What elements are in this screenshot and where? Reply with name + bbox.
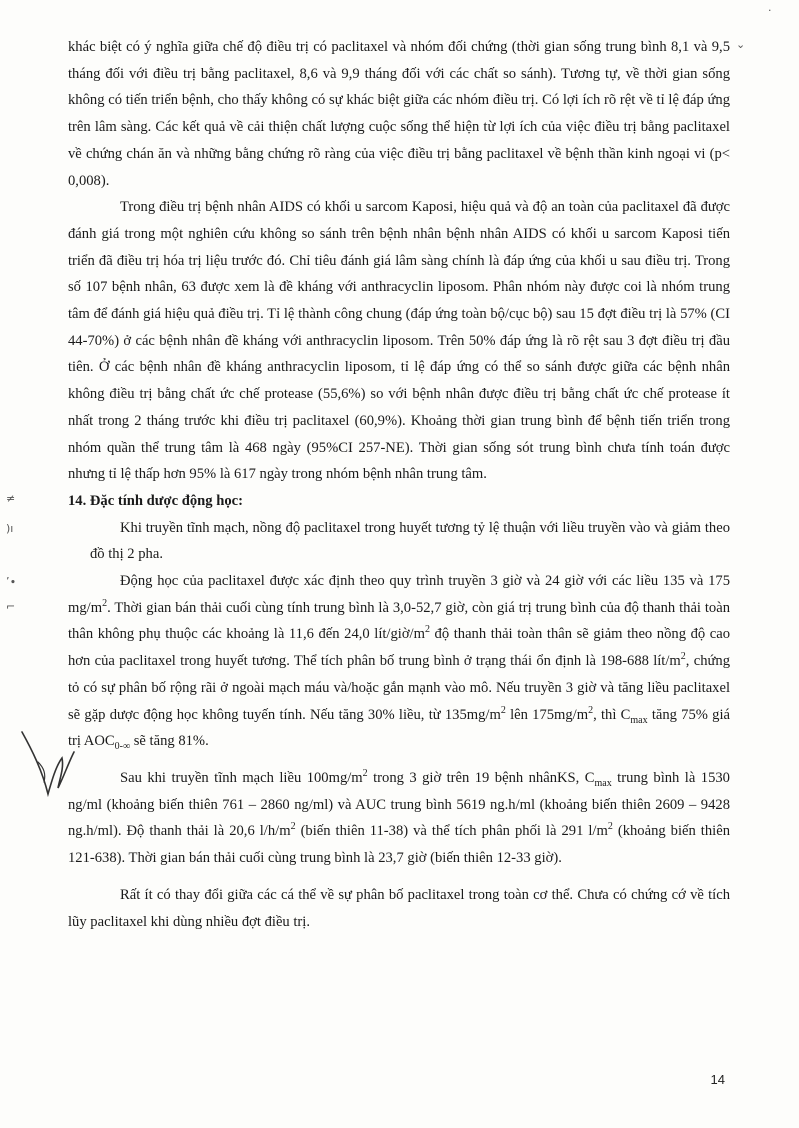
- paragraph-kaposi-sarcoma: Trong điều trị bệnh nhân AIDS có khối u sarcom Kaposi, hiệu quả và độ an toàn của paclitaxel đã được đánh giá trong một nghiên cứu không so sánh trên bệnh nhân bệnh nhân AIDS có khối u sarcom Kaposi tiến triển đã điều trị hóa trị liệu trước đó. Chỉ tiêu đánh giá lâm sàng chính là đáp ứng của khối u sau điều trị. Trong số 107 bệnh nhân, 63 được xem là đề kháng với anthracyclin liposom. Phân nhóm này được coi là nhóm trung tâm để đánh giá hiệu quả điều trị. Tỉ lệ thành công chung (đáp ứng toàn bộ/cục bộ) sau 15 đợt điều trị là 57% (CI 44-70%) ở các bệnh nhân đề kháng với anthracyclin liposom. Trên 50% đáp ứng là rõ rệt sau 3 đợt điều trị đầu tiên. Ở các bệnh nhân đề kháng anthracyclin liposom, tỉ lệ đáp ứng có thể so sánh được giữa các bệnh nhân không điều trị bằng chất ức chế protease (55,6%) so với bệnh nhân được điều trị bằng chất ức chế protease ít nhất trong 2 tháng trước khi điều trị paclitaxel (60,9%). Khoảng thời gian trung bình để bệnh tiến triển trong nhóm quần thể trung tâm là 468 ngày (95%CI 257-NE). Thời gian sống sót trung bình chưa tính toán được nhưng tỉ lệ thấp hơn 95% là 617 ngày trong nhóm bệnh nhân trung tâm.: [68, 199, 730, 483]
- margin-mark-left-1: ≠: [6, 492, 16, 505]
- margin-mark-left-2: )ı: [6, 522, 14, 535]
- document-body: [68, 34, 730, 935]
- margin-mark-left-3: ʼ∙: [6, 575, 17, 588]
- margin-mark-top-corner: ·: [768, 4, 772, 17]
- paragraph-pk-infusion: Sau khi truyền tĩnh mạch liều $100mg/m^2$ trong 3 giờ trên 19 bệnh nhânKS, $C_{max}$ trung bình là 1530 ng/ml (khoảng biến thiên 761 – 2860 ng/ml) và AUC trung bình 5619 ng.h/ml (khoảng biến thiên 2609 – 9428 ng.h/ml). Độ thanh thải là 20,6 $l/h/m^2$ (biến thiên 11-38) và thể tích phân phối là 291 $l/m^2$ (khoảng biến thiên 121-638). Thời gian bán thải cuối cùng trung bình là 23,7 giờ (biến thiên 12-33 giờ).: [68, 768, 730, 867]
- section-heading: 14. Đặc tính dược động học:: [68, 492, 243, 509]
- margin-mark-top-right: ⌄: [736, 38, 746, 51]
- paragraph-pk-distribution: Rất ít có thay đổi giữa các cá thể về sự phân bố paclitaxel trong toàn cơ thể. Chưa có chứng cớ về tích lũy paclitaxel khi dùng nhiều đợt điều trị.: [68, 886, 730, 930]
- paragraph-pk-kinetics: Động học của paclitaxel được xác định theo quy trình truyền 3 giờ và 24 giờ với các liều 135 và 175 $mg/m^2$. Thời gian bán thải cuối cùng tính trung bình là 3,0-52,7 giờ, còn giá trị trung bình của độ thanh thải toàn thân không phụ thuộc các khoảng là 11,6 đến 24,0 lít/$giờ/m^2$ độ thanh thải toàn thân sẽ giảm theo nồng độ cao hơn của paclitaxel trong huyết tương. Thể tích phân bố trung bình ở trạng thái ổn định là 198-688 lít/$m^2$, chứng tỏ có sự phân bố rộng rãi ở ngoài mạch máu và/hoặc gắn mạnh vào mô. Nếu truyền 3 giờ và tăng liều paclitaxel sẽ gặp dược động học không tuyến tính. Nếu tăng 30% liều, từ $135mg/m^2$ lên $175mg/m^2$, thì $C_{max}$ tăng 75% giá trị $AOC_{0-\infty}$ sẽ tăng 81%.: [68, 573, 731, 753]
- section-intro: Khi truyền tĩnh mạch, nồng độ paclitaxel trong huyết tương tỷ lệ thuận với liều truyền vào và giảm theo đồ thị 2 pha.: [90, 519, 730, 563]
- page-number: 14: [710, 1072, 725, 1087]
- paragraph-treatment-comparison: khác biệt có ý nghĩa giữa chế độ điều trị có paclitaxel và nhóm đối chứng (thời gian sống trung bình 8,1 và 9,5 tháng đối với điều trị bằng paclitaxel, 8,6 và 9,9 tháng đối với các chất so sánh). Tương tự, về thời gian sống không có tiến triển bệnh, cho thấy không có sự khác biệt giữa các nhóm điều trị. Có lợi ích rõ rệt về tỉ lệ đáp ứng trên lâm sàng. Các kết quả về cải thiện chất lượng cuộc sống thể hiện từ lợi ích của việc điều trị bằng paclitaxel về chứng chán ăn và những bằng chứng rõ ràng của việc điều trị bằng paclitaxel về bệnh thần kinh ngoại vi (p< 0,008).: [68, 39, 730, 189]
- margin-mark-left-4: ⌐: [6, 600, 16, 613]
